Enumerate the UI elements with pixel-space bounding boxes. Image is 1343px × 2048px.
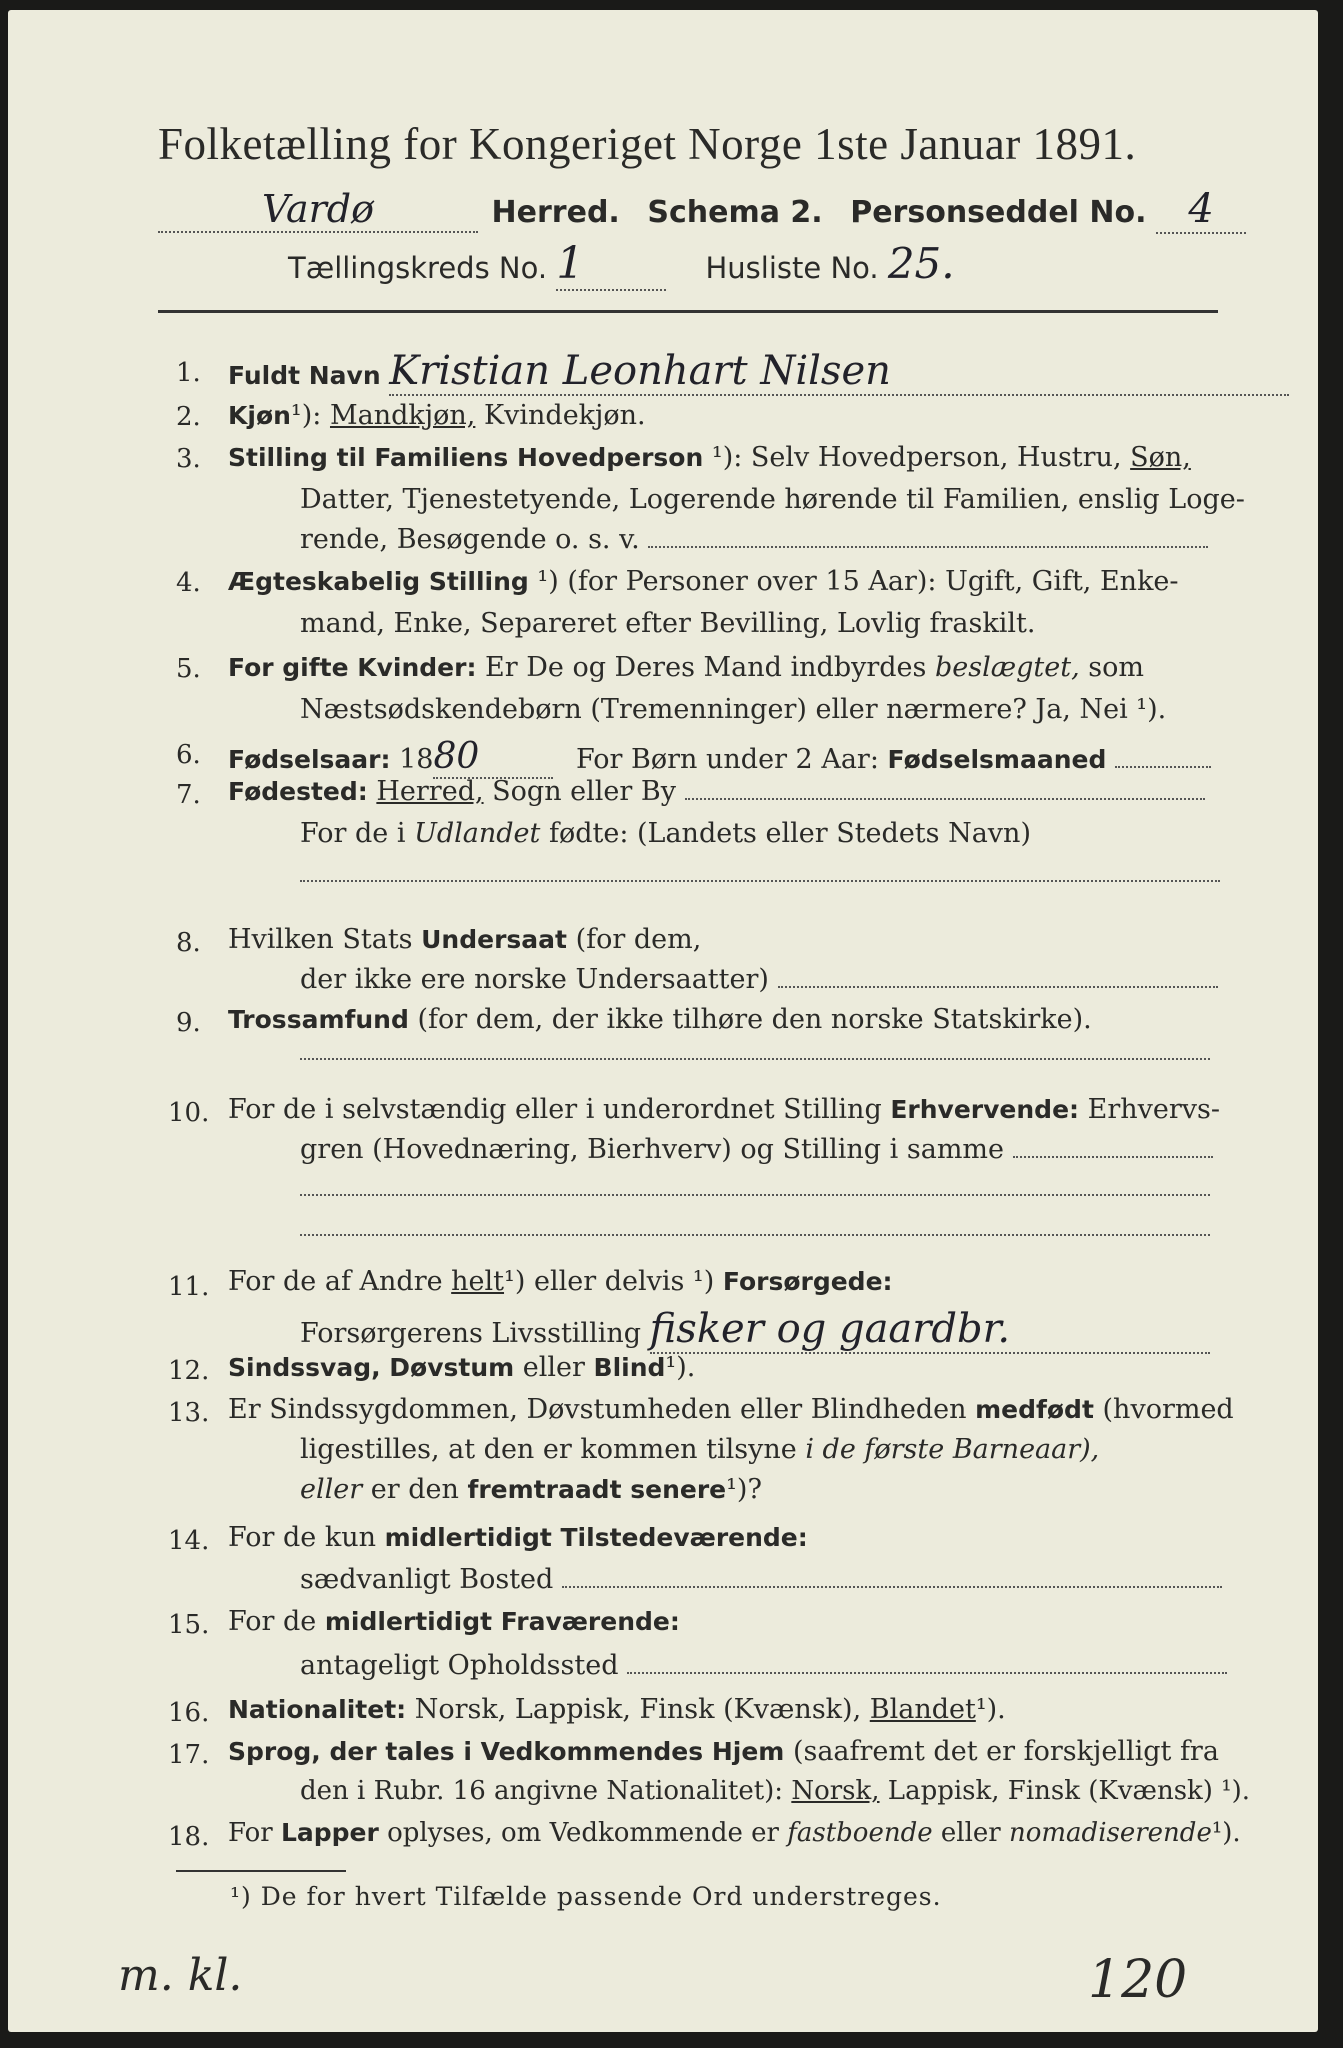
kreds-label: Tællingskreds No. [288,251,548,285]
item-3-line3 [300,524,1208,555]
husliste-label: Husliste No. [705,251,879,285]
position-selected: Søn, [1130,442,1191,473]
item-text: eller [300,1474,363,1505]
item-7-abroad [300,818,1031,849]
personseddel-label: Personseddel No. [850,195,1147,230]
item-text: ¹)? [726,1474,762,1505]
item-text: Lappisk, Finsk (Kvænsk) ¹). [887,1776,1251,1806]
item-label: Lapper [280,1818,379,1847]
item-text: eller [522,1352,585,1383]
item-text: fødte: (Landets eller Stedets Navn) [548,818,1031,849]
birthplace-selected: Herred, [376,776,484,807]
item-text: 18 [399,744,434,775]
fill-line [648,546,1208,548]
item-text: For de [228,1606,317,1637]
item-label: Forsørgede: [722,1267,893,1296]
fill-line [778,986,1218,988]
item-label: midlertidigt Tilstedeværende: [384,1523,808,1552]
item-text: Er De og Deres Mand indbyrdes [485,652,927,683]
item-13-line3 [300,1474,762,1505]
kreds-line [288,238,955,291]
item-number: 15. [168,1610,210,1640]
item-text: Datter, Tjenestetyende, Logerende hørende til Familien, enslig Loge- [300,484,1245,515]
item-label: Fødselsmaaned [887,745,1107,774]
fill-line [685,798,1205,800]
item-text: Hvilken Stats [228,924,413,955]
item-number: 14. [168,1526,210,1556]
item-text: Udlandet [414,818,541,849]
item-text: ¹). [975,1694,1006,1725]
item-text: (for dem, [575,924,702,955]
item-text: (hvormed [1102,1394,1234,1425]
item-number: 5. [176,654,201,684]
item-text: For de i [300,818,406,849]
fill-line [562,1586,1222,1588]
item-number: 11. [168,1272,210,1302]
herred-line [158,186,1246,234]
item-label: Erhvervende: [890,1095,1080,1124]
item-label: fremtraadt senere [467,1475,727,1504]
item-number: 9. [176,1008,201,1038]
nationality-selected: Blandet [869,1694,976,1725]
item-text: For Børn under 2 Aar: [576,744,879,775]
margin-note-right: 120 [1088,1950,1188,2010]
fill-line [300,1194,1210,1196]
item-text: antageligt Opholdssted [300,1650,619,1681]
item-9-religion [228,1004,1092,1035]
item-10-occupation [228,1094,1220,1125]
item-number: 1. [176,358,201,388]
item-number: 6. [176,740,201,770]
item-text: gren (Hovednæring, Bierhverv) og Stilling i samme [300,1134,1005,1165]
item-text: Næstsødskendebørn (Tremenninger) eller nærmere? Ja, Nei ¹). [300,694,1167,725]
item-text: Norsk, Lappisk, Finsk (Kvænsk), [414,1694,862,1725]
item-label: Sindssvag, Døvstum [228,1353,515,1382]
item-18-lapps [228,1818,1241,1848]
item-text: (saafremt det er forskjelligt fra [792,1736,1219,1767]
item-13-line2 [300,1434,1099,1465]
item-12-disability [228,1352,695,1383]
item-number: 2. [176,402,201,432]
item-6-birth-year [228,736,1211,779]
item-label: midlertidigt Fraværende: [324,1607,680,1636]
item-14-line2 [300,1564,1222,1595]
herred-label: Herred. [491,195,620,230]
fill-line [300,880,1220,882]
form-title: Folketælling for Kongeriget Norge 1ste Januar 1891. [158,119,1137,169]
item-number: 17. [168,1740,210,1770]
item-text: sædvanligt Bosted [300,1564,554,1595]
item-label: Undersaat [421,925,567,954]
schema-label: Schema 2. [647,195,823,230]
item-13-congenital [228,1394,1234,1425]
supported-selected: helt [451,1266,505,1297]
item-text: ligestilles, at den er kommen tilsyne [300,1434,797,1465]
item-1-full-name [228,348,1289,396]
sex-selected: Mandkjøn, [329,400,476,431]
item-8-line2 [300,964,1218,995]
item-number: 10. [168,1098,210,1128]
footnote-divider [176,1870,346,1872]
item-text: For de i selvstændig eller i underordnet Stilling [228,1094,882,1125]
item-8-citizenship [228,924,701,955]
fill-line [1013,1156,1213,1158]
census-form-sheet [8,10,1318,2032]
item-text: For [228,1818,273,1848]
fill-line [1115,766,1211,768]
item-text: ¹). [665,1352,696,1383]
item-label: medfødt [975,1395,1094,1424]
margin-note-left: m. kl. [118,1950,243,2001]
item-text: Sogn eller By [492,776,676,807]
item-text: er den [370,1474,459,1505]
full-name-value: Kristian Leonhart Nilsen [389,348,1289,396]
item-label: Kjøn [228,401,291,430]
item-text: eller [940,1818,1001,1848]
item-4-marital [228,566,1179,597]
item-text: fastboende [787,1818,933,1848]
item-text: ¹): [290,400,322,431]
item-11-line2 [300,1306,1210,1354]
item-text: Erhvervs- [1087,1094,1221,1125]
item-number: 13. [168,1398,210,1428]
item-text: i de første Barneaar), [805,1434,1100,1465]
item-label: Fuldt Navn [228,361,381,390]
item-15-line2 [300,1650,1227,1681]
kreds-value: 1 [556,238,666,291]
item-text: nomadiserende [1009,1818,1212,1848]
item-text: oplyses, om Vedkommende er [387,1818,779,1848]
item-text: For de af Andre [228,1266,443,1297]
fill-line [627,1672,1227,1674]
item-text: mand, Enke, Separeret efter Bevilling, Lovlig fraskilt. [300,608,1036,639]
fill-line [300,1058,1210,1060]
item-label: For gifte Kvinder: [228,653,477,682]
item-number: 7. [176,780,201,810]
item-text: ¹) (for Personer over 15 Aar): Ugift, Gift, Enke- [537,566,1179,597]
item-15-absent [228,1606,680,1637]
item-text: Kvindekjøn. [483,400,646,431]
item-text: Forsørgerens Livsstilling [300,1318,642,1349]
provider-occupation-value: fisker og gaardbr. [650,1306,1210,1354]
item-text: (for dem, der ikke tilhøre den norske Statskirke). [417,1004,1092,1035]
personseddel-value: 4 [1156,186,1246,234]
header-divider [158,310,1218,313]
footnote: ¹) De for hvert Tilfælde passende Ord understreges. [230,1882,942,1911]
item-text: som [1088,652,1144,683]
item-3-position [228,442,1191,473]
item-label: Stilling til Familiens Hovedperson [228,443,704,472]
item-text: ¹). [1211,1818,1241,1848]
item-7-birthplace [228,776,1205,807]
item-17-language [228,1736,1219,1767]
item-text: Er Sindssygdommen, Døvstumheden eller Blindheden [228,1394,967,1425]
item-number: 12. [168,1356,210,1386]
item-label: Ægteskabelig Stilling [228,567,529,596]
item-11-supported [228,1266,893,1297]
item-number: 4. [176,568,201,598]
item-text: beslægtet, [934,652,1080,683]
item-text: ¹): Selv Hovedperson, Hustru, [711,442,1122,473]
item-14-present [228,1522,808,1553]
item-16-nationality [228,1694,1006,1725]
fill-line [300,1234,1210,1236]
item-text: den i Rubr. 16 angivne Nationalitet): [300,1776,784,1806]
item-2-sex [228,400,646,431]
husliste-value: 25. [887,239,955,288]
item-number: 16. [168,1698,210,1728]
item-17-line2 [300,1776,1250,1806]
item-number: 8. [176,928,201,958]
herred-value: Vardø [158,187,478,233]
birth-year-value: 80 [433,736,553,779]
item-text: der ikke ere norske Undersaatter) [300,964,769,995]
item-5-married-women [228,652,1144,683]
item-label: Fødselsaar: [228,745,391,774]
item-label: Sprog, der tales i Vedkommendes Hjem [228,1737,785,1766]
item-label: Blind [593,1353,666,1382]
item-number: 3. [176,444,201,474]
item-text: For de kun [228,1522,376,1553]
item-label: Trossamfund [228,1005,409,1034]
item-10-line2 [300,1134,1213,1165]
item-label: Nationalitet: [228,1695,407,1724]
language-selected: Norsk, [791,1776,880,1806]
item-text: ¹) eller delvis ¹) [504,1266,715,1297]
item-text: rende, Besøgende o. s. v. [300,524,640,555]
item-label: Fødested: [228,777,368,806]
item-number: 18. [168,1822,210,1852]
